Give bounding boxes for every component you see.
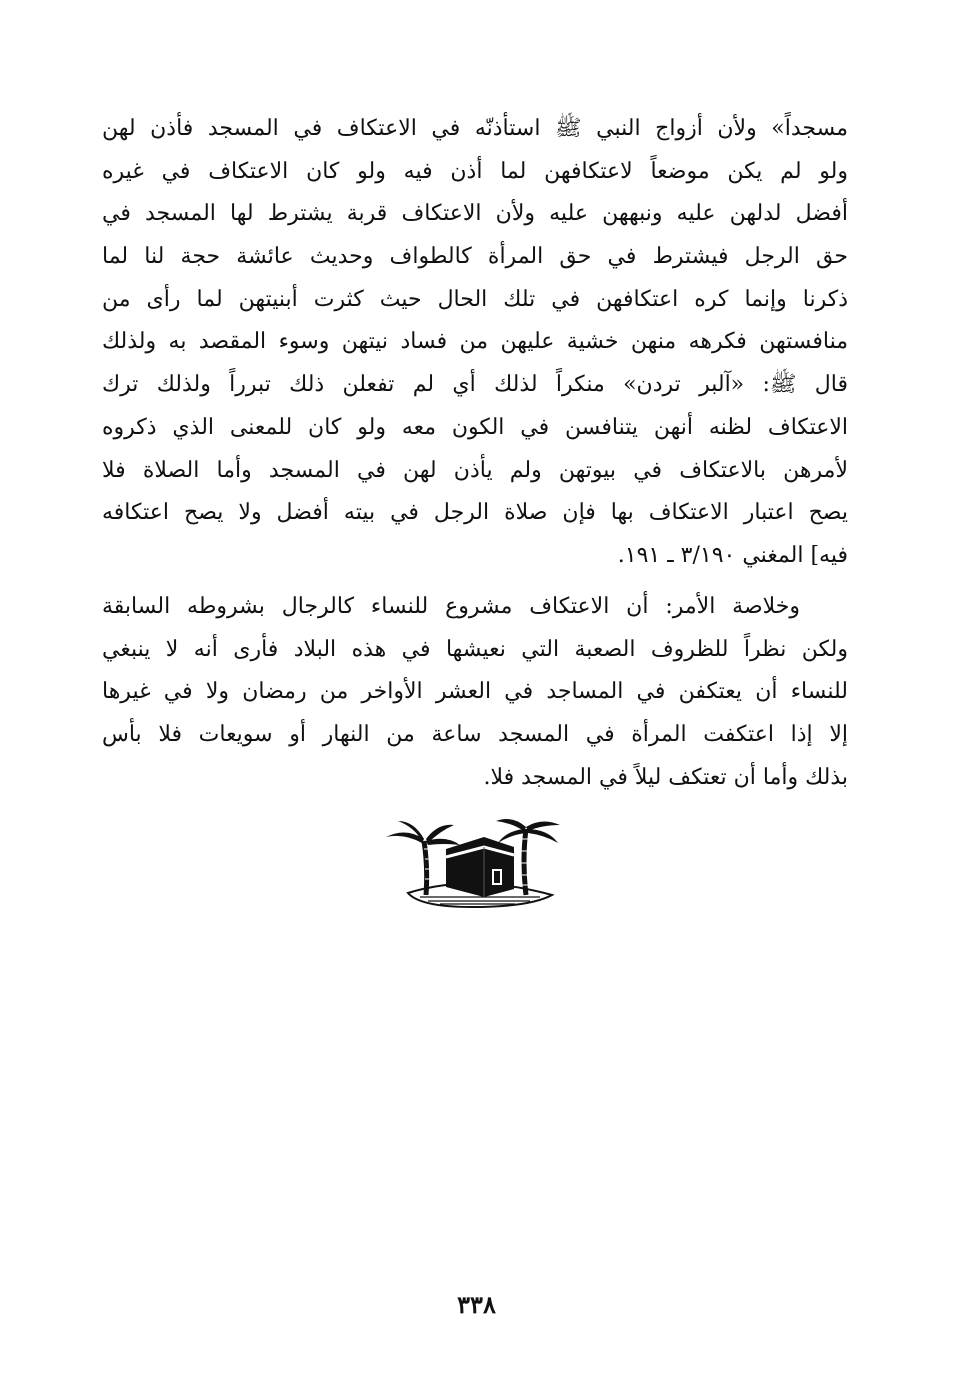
- paragraph-1-line-5: ذكرنا وإنما كره اعتكافهن في تلك الحال حيث كثرت أبنيتهن لما رأى من: [102, 286, 848, 312]
- paragraph-1-line-3: أفضل لدلهن عليه ونبههن عليه ولأن الاعتكاف قربة يشترط لها المسجد في: [102, 201, 848, 227]
- paragraph-2-line-5: بذلك وأما أن تعتكف ليلاً في المسجد فلا.: [483, 764, 848, 790]
- paragraph-1-line-7: قال ﷺ: «آلبر تردن» منكراً لذلك أي لم تفعلن ذلك تبرراً ولذلك ترك: [102, 372, 848, 398]
- paragraph-1-line-4: حق الرجل فيشترط في حق المرأة كالطواف وحديث عائشة حجة لنا لما: [102, 244, 848, 270]
- paragraph-1-line-10: يصح اعتبار الاعتكاف بها فإن صلاة الرجل في بيته أفضل ولا يصح اعتكافه: [102, 500, 848, 526]
- paragraph-2-line-2: ولكن نظراً للظروف الصعبة التي نعيشها في هذه البلاد فأرى أنه لا ينبغي: [102, 636, 848, 662]
- paragraph-1-line-8: الاعتكاف لظنه أنهن يتنافسن في الكون معه ولو كان للمعنى الذي ذكروه: [102, 414, 848, 440]
- paragraph-1-line-9: لأمرهن بالاعتكاف في بيوتهن ولم يأذن لهن في المسجد وأما الصلاة فلا: [102, 457, 848, 483]
- paragraph-1: [102, 108, 848, 578]
- kaaba-palms-ornament-icon: [380, 815, 564, 909]
- paragraph-1-line-6: منافستهن فكرهه منهن خشية عليهن من فساد نيتهن وسوء المقصد به ولذلك: [102, 329, 848, 355]
- paragraph-2-line-4: إلا إذا اعتكفت المرأة في المسجد ساعة من النهار أو سويعات فلا بأس: [102, 722, 848, 748]
- page-number: ٣٣٨: [457, 1290, 496, 1319]
- paragraph-1-line-1: مسجداً» ولأن أزواج النبي ﷺ استأذنّه في الاعتكاف في المسجد فأذن لهن: [102, 116, 848, 141]
- paragraph-1-line-2: ولو لم يكن موضعاً لاعتكافهن لما أذن فيه ولو كان الاعتكاف في غيره: [102, 158, 848, 184]
- paragraph-2-line-1: وخلاصة الأمر: أن الاعتكاف مشروع للنساء كالرجال بشروطه السابقة: [102, 594, 800, 619]
- paragraph-2-line-3: للنساء أن يعتكفن في المساجد في العشر الأواخر من رمضان ولا في غيرها: [102, 679, 848, 705]
- paragraph-2: [102, 586, 848, 799]
- paragraph-1-line-11: فيه] المغني ٣/١٩٠ ـ ١٩١.: [617, 542, 848, 568]
